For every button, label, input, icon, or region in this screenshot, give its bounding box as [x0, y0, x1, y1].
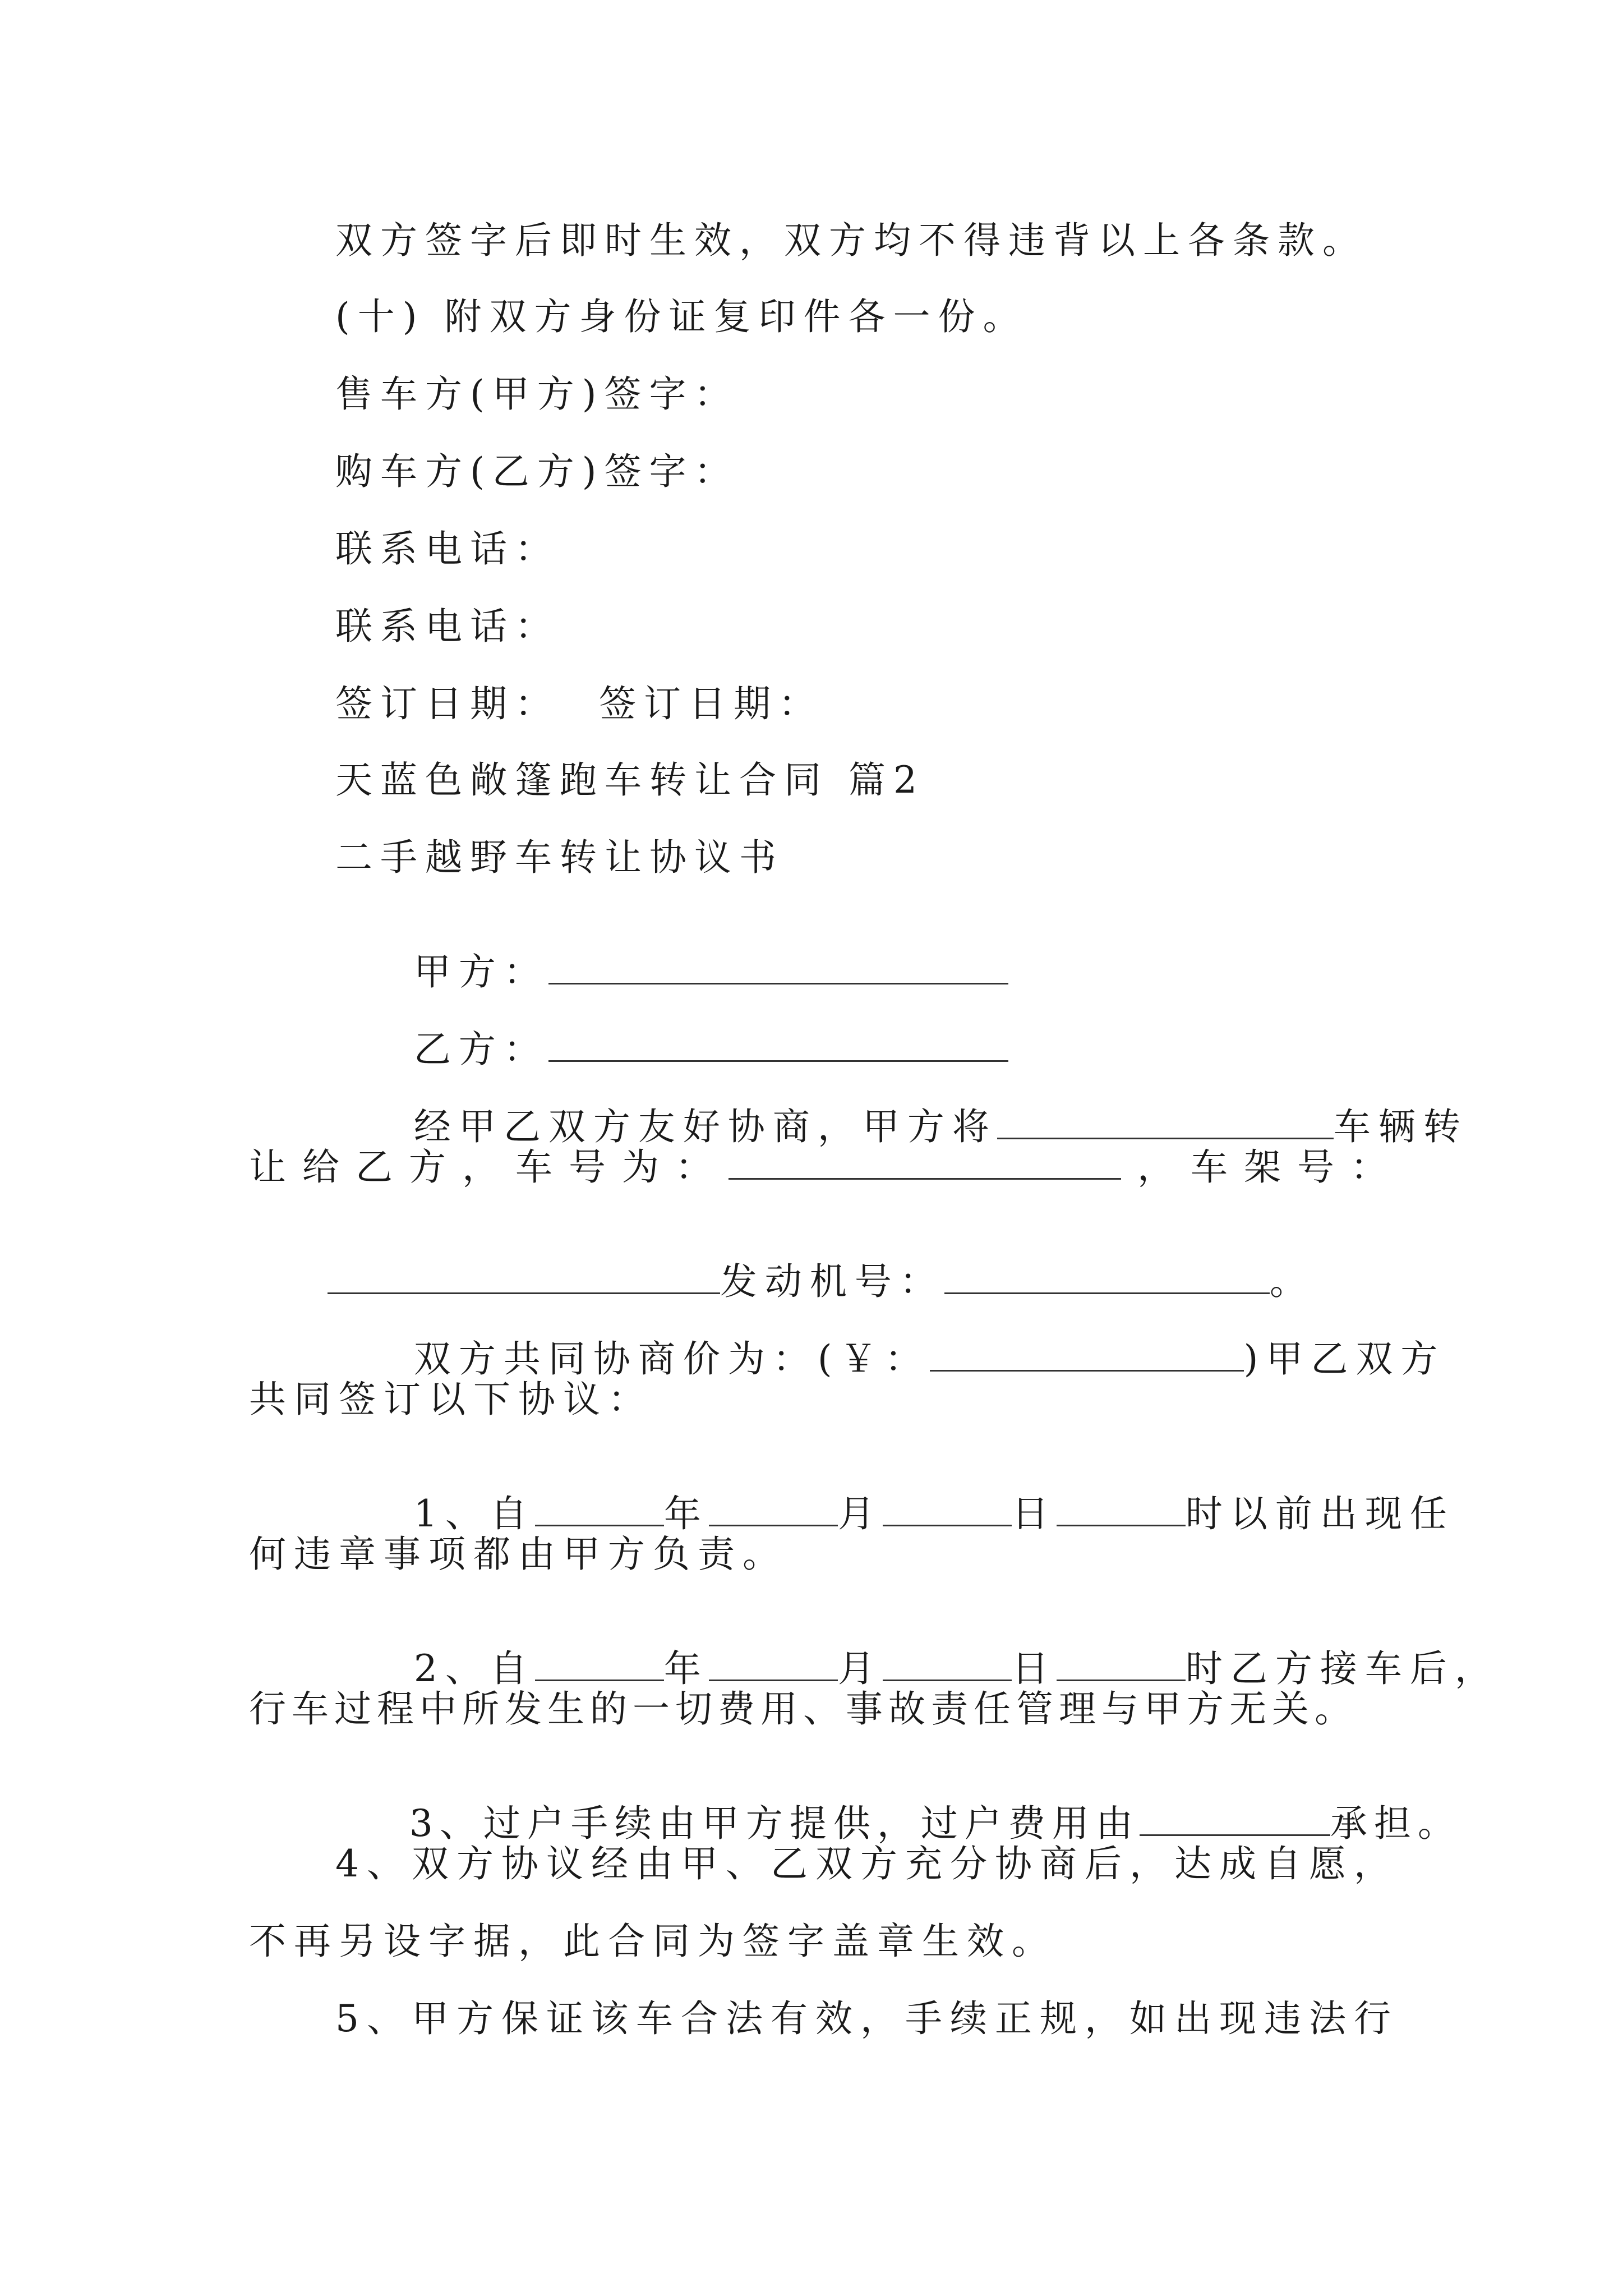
- transfer-char: 车: [1191, 1145, 1228, 1189]
- party-b-blank[interactable]: [548, 1060, 1008, 1062]
- item-2-prefix: 2、自: [413, 1647, 535, 1690]
- transfer-char: 车: [515, 1145, 552, 1189]
- item-2-day-blank[interactable]: [883, 1680, 1012, 1681]
- transfer-char: 架: [1244, 1145, 1281, 1189]
- day-label: 日: [1011, 1647, 1057, 1690]
- vehicle-blank[interactable]: [997, 1138, 1334, 1139]
- month-label: 月: [837, 1647, 883, 1690]
- transfer-char: ：: [1350, 1145, 1387, 1189]
- party-a-blank[interactable]: [548, 983, 1008, 984]
- item-2-year-blank[interactable]: [535, 1680, 664, 1681]
- item-5-line-1: 5、甲方保证该车合法有效，手续正规，如出现违法行: [335, 1997, 1399, 2040]
- month-label: 月: [837, 1492, 883, 1535]
- transfer-char: 号: [569, 1145, 606, 1189]
- plate-number-blank[interactable]: [728, 1178, 1121, 1180]
- item-1-suffix: 时以前出现任: [1185, 1492, 1455, 1535]
- buyer-signature-label: 购车方(乙方)签字：: [335, 450, 739, 493]
- paragraph-attachment: (十) 附双方身份证复印件各一份。: [335, 295, 1028, 338]
- item-3-suffix: 承担。: [1330, 1802, 1461, 1845]
- price-line-2: 共同签订以下协议：: [249, 1378, 653, 1421]
- party-b-label: 乙方：: [413, 1028, 548, 1071]
- transfer-line-2: [249, 1145, 1387, 1189]
- item-2-hour-blank[interactable]: [1057, 1680, 1186, 1681]
- transfer-char: ，: [462, 1145, 499, 1189]
- item-1-line-2: 何违章事项都由甲方负责。: [249, 1533, 787, 1576]
- transfer-text-b: 车辆转: [1333, 1105, 1468, 1148]
- item-3-text: 3、过户手续由甲方提供，过户费用由: [409, 1802, 1140, 1845]
- contact-phone-label: 联系电话：: [335, 527, 560, 570]
- paragraph-effect: 双方签字后即时生效，双方均不得违背以上各条款。: [335, 219, 1367, 262]
- transfer-text-a: 经甲乙双方友好协商，甲方将: [413, 1105, 997, 1148]
- section-title: 天蓝色敞篷跑车转让合同 篇2: [335, 758, 925, 802]
- party-a-label: 甲方：: [413, 950, 548, 993]
- year-label: 年: [663, 1492, 709, 1535]
- item-1-month-blank[interactable]: [709, 1525, 838, 1526]
- transfer-comma: ，: [1137, 1145, 1174, 1189]
- item-1-year-blank[interactable]: [535, 1525, 664, 1526]
- transfer-char: 给: [302, 1145, 339, 1189]
- item-2-line-2: 行车过程中所发生的一切费用、事故责任管理与甲方无关。: [249, 1687, 1357, 1731]
- item-2-suffix: 时乙方接车后，: [1185, 1647, 1500, 1690]
- seller-signature-label: 售车方(甲方)签字：: [335, 372, 739, 416]
- engine-number-blank[interactable]: [944, 1292, 1270, 1294]
- item-1-prefix: 1、自: [413, 1492, 535, 1535]
- transfer-char: 方: [409, 1145, 446, 1189]
- frame-number-blank[interactable]: [328, 1292, 720, 1294]
- price-text-b: )甲乙双方: [1243, 1337, 1446, 1381]
- transfer-char: 号: [1297, 1145, 1334, 1189]
- transfer-char: 为: [622, 1145, 659, 1189]
- item-1-day-blank[interactable]: [883, 1525, 1012, 1526]
- item-4-line-1: 4、双方协议经由甲、乙双方充分协商后，达成自愿，: [335, 1842, 1399, 1885]
- day-label: 日: [1011, 1492, 1057, 1535]
- transfer-period: 。: [1269, 1260, 1315, 1303]
- item-4-line-2: 不再另设字据，此合同为签字盖章生效。: [249, 1920, 1057, 1963]
- year-label: 年: [663, 1647, 709, 1690]
- agreement-title: 二手越野车转让协议书: [335, 836, 784, 879]
- contact-phone-label-2: 联系电话：: [335, 605, 560, 648]
- engine-number-label: 发动机号：: [720, 1260, 944, 1303]
- transfer-char: 乙: [356, 1145, 393, 1189]
- transfer-char: 让: [249, 1145, 286, 1189]
- fee-bearer-blank[interactable]: [1140, 1834, 1330, 1836]
- signing-date-label: 签订日期： 签订日期：: [335, 682, 823, 725]
- price-label: 双方共同协商价为：(￥：: [413, 1337, 930, 1381]
- item-2-month-blank[interactable]: [709, 1680, 838, 1681]
- item-1-hour-blank[interactable]: [1057, 1525, 1186, 1526]
- transfer-char: ：: [675, 1145, 712, 1189]
- price-blank[interactable]: [930, 1370, 1244, 1372]
